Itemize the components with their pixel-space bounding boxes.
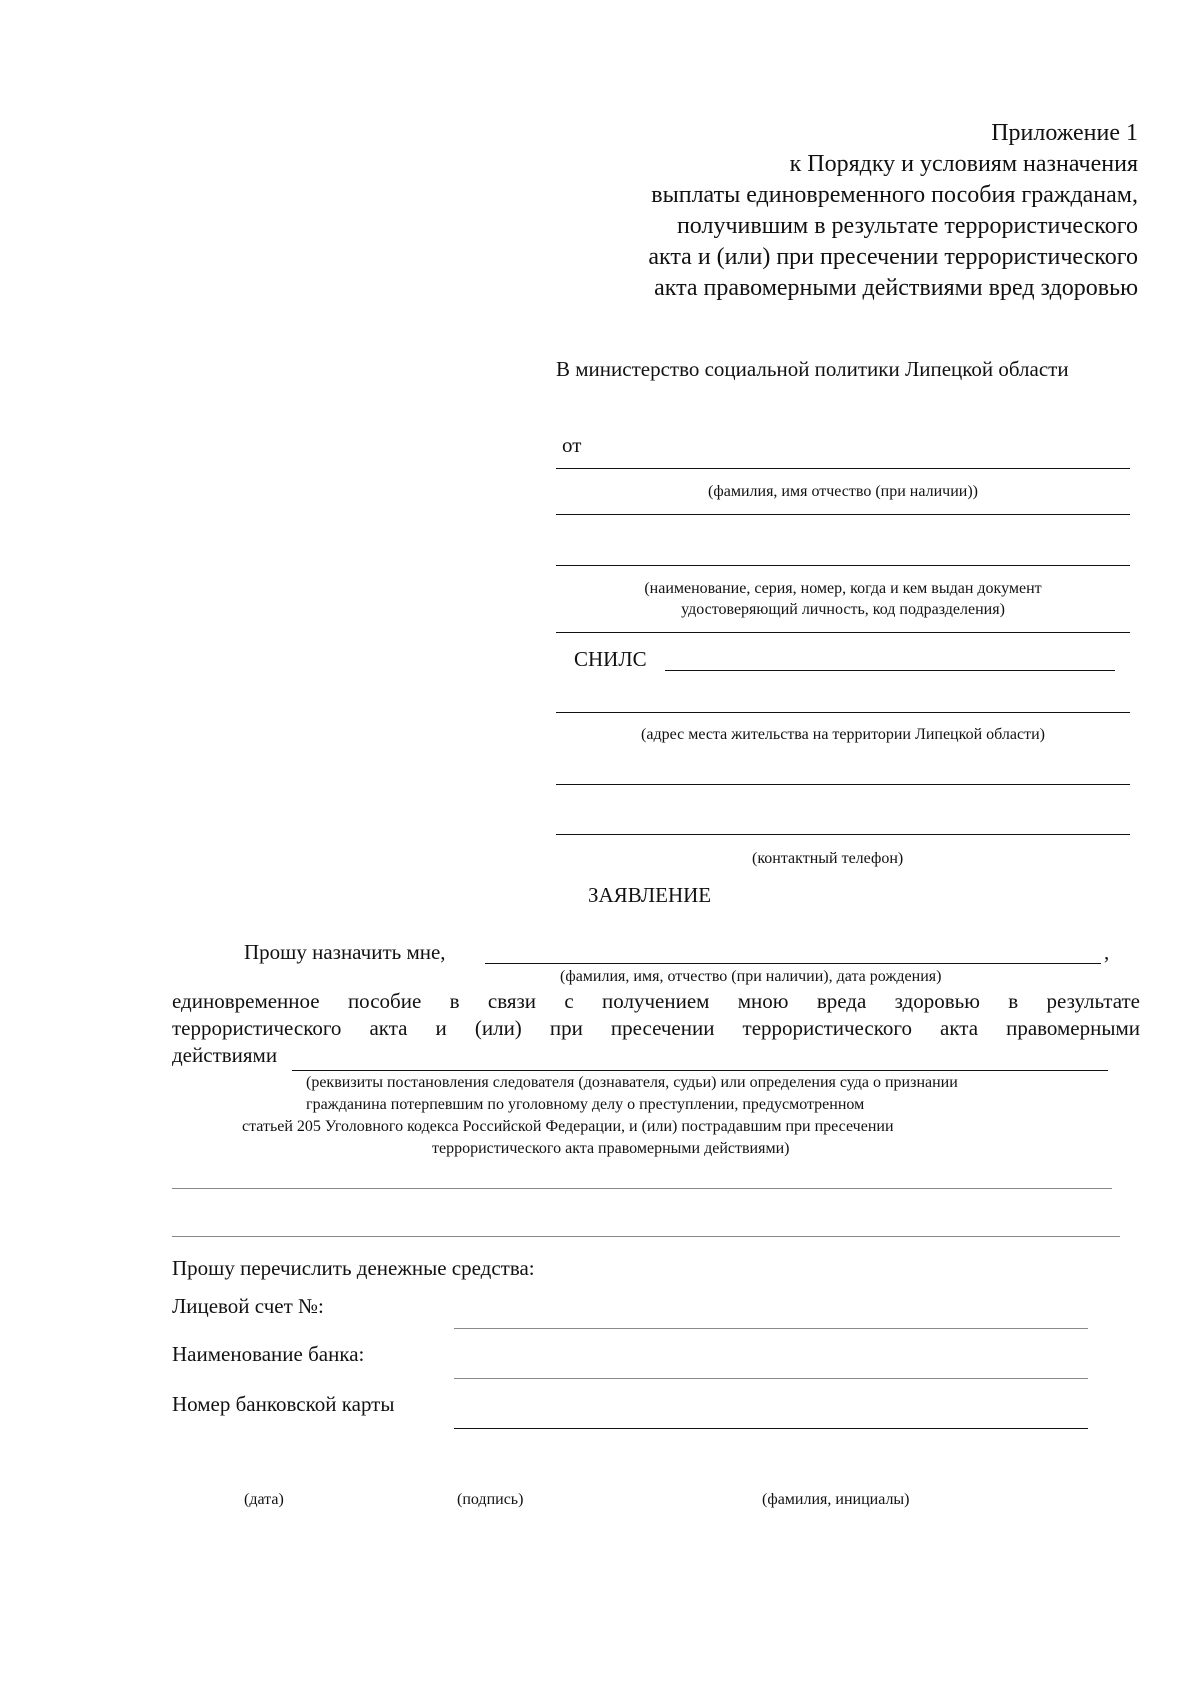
paragraph-line-3: действиями (172, 1043, 278, 1067)
addressee-ministry: В министерство социальной политики Липецкой области (556, 357, 1069, 381)
bank-line[interactable] (454, 1378, 1088, 1379)
header-line-4: получившим в результате террористического (676, 213, 1138, 239)
header-line-2: к Порядку и условиям назначения (789, 151, 1138, 177)
snils-label: СНИЛС (574, 647, 647, 671)
caption-signature: (подпись) (457, 1491, 524, 1508)
request-suffix: , (1104, 940, 1110, 964)
header-line-3: выплаты единовременного пособия гражданам, (651, 182, 1138, 208)
caption-details-line-3: статьей 205 Уголовного кодекса Российской Федерации, и (или) пострадавшим при пресечении (242, 1118, 894, 1135)
caption-phone: (контактный телефон) (752, 850, 904, 867)
snils-line[interactable] (665, 670, 1115, 671)
caption-details-line-4: террористического акта правомерными действиями) (432, 1140, 790, 1157)
extra-line-2[interactable] (172, 1236, 1120, 1237)
payment-intro: Прошу перечислить денежные средства: (172, 1256, 535, 1280)
card-label: Номер банковской карты (172, 1392, 395, 1416)
appendix-header (518, 118, 1138, 304)
header-line-6: акта правомерными действиями вред здоровью (654, 275, 1138, 301)
extra-line-1[interactable] (172, 1188, 1112, 1189)
name-line[interactable] (556, 514, 1130, 515)
address-line-2[interactable] (556, 784, 1130, 785)
caption-details-line-2: гражданина потерпевшим по уголовному делу о преступлении, предусмотренном (306, 1096, 865, 1113)
caption-details-line-1: (реквизиты постановления следователя (дознавателя, судьи) или определения суда о признании (306, 1074, 958, 1091)
statement-title: ЗАЯВЛЕНИЕ (588, 883, 712, 907)
account-label: Лицевой счет №: (172, 1294, 324, 1318)
caption-date: (дата) (244, 1491, 284, 1508)
from-line[interactable] (556, 468, 1130, 469)
caption-request-name: (фамилия, имя, отчество (при наличии), дата рождения) (560, 968, 942, 985)
bank-label: Наименование банка: (172, 1342, 365, 1366)
phone-line[interactable] (556, 834, 1130, 835)
caption-document-line-1: (наименование, серия, номер, когда и кем выдан документ (644, 580, 1042, 597)
caption-full-name: (фамилия, имя отчество (при наличии)) (708, 483, 978, 500)
from-label: от (562, 433, 582, 457)
caption-signatory-name: (фамилия, инициалы) (762, 1491, 910, 1508)
address-line[interactable] (556, 712, 1130, 713)
request-name-line[interactable] (485, 963, 1101, 964)
caption-document-line-2: удостоверяющий личность, код подразделения) (681, 601, 1005, 618)
header-line-1: Приложение 1 (991, 120, 1138, 146)
statement-paragraph (172, 988, 1140, 1069)
header-line-5: акта и (или) при пресечении террористического (648, 244, 1138, 270)
paragraph-line-2: террористического акта и (или) при пресечении террористического акта правомерными (172, 1016, 1140, 1040)
request-prefix: Прошу назначить мне, (244, 940, 446, 964)
document-line[interactable] (556, 565, 1130, 566)
details-line[interactable] (292, 1070, 1108, 1071)
paragraph-line-1: единовременное пособие в связи с получением мною вреда здоровью в результате (172, 989, 1140, 1013)
document-line-2[interactable] (556, 632, 1130, 633)
caption-address: (адрес места жительства на территории Липецкой области) (641, 726, 1045, 743)
account-line[interactable] (454, 1328, 1088, 1329)
card-line[interactable] (454, 1428, 1088, 1429)
